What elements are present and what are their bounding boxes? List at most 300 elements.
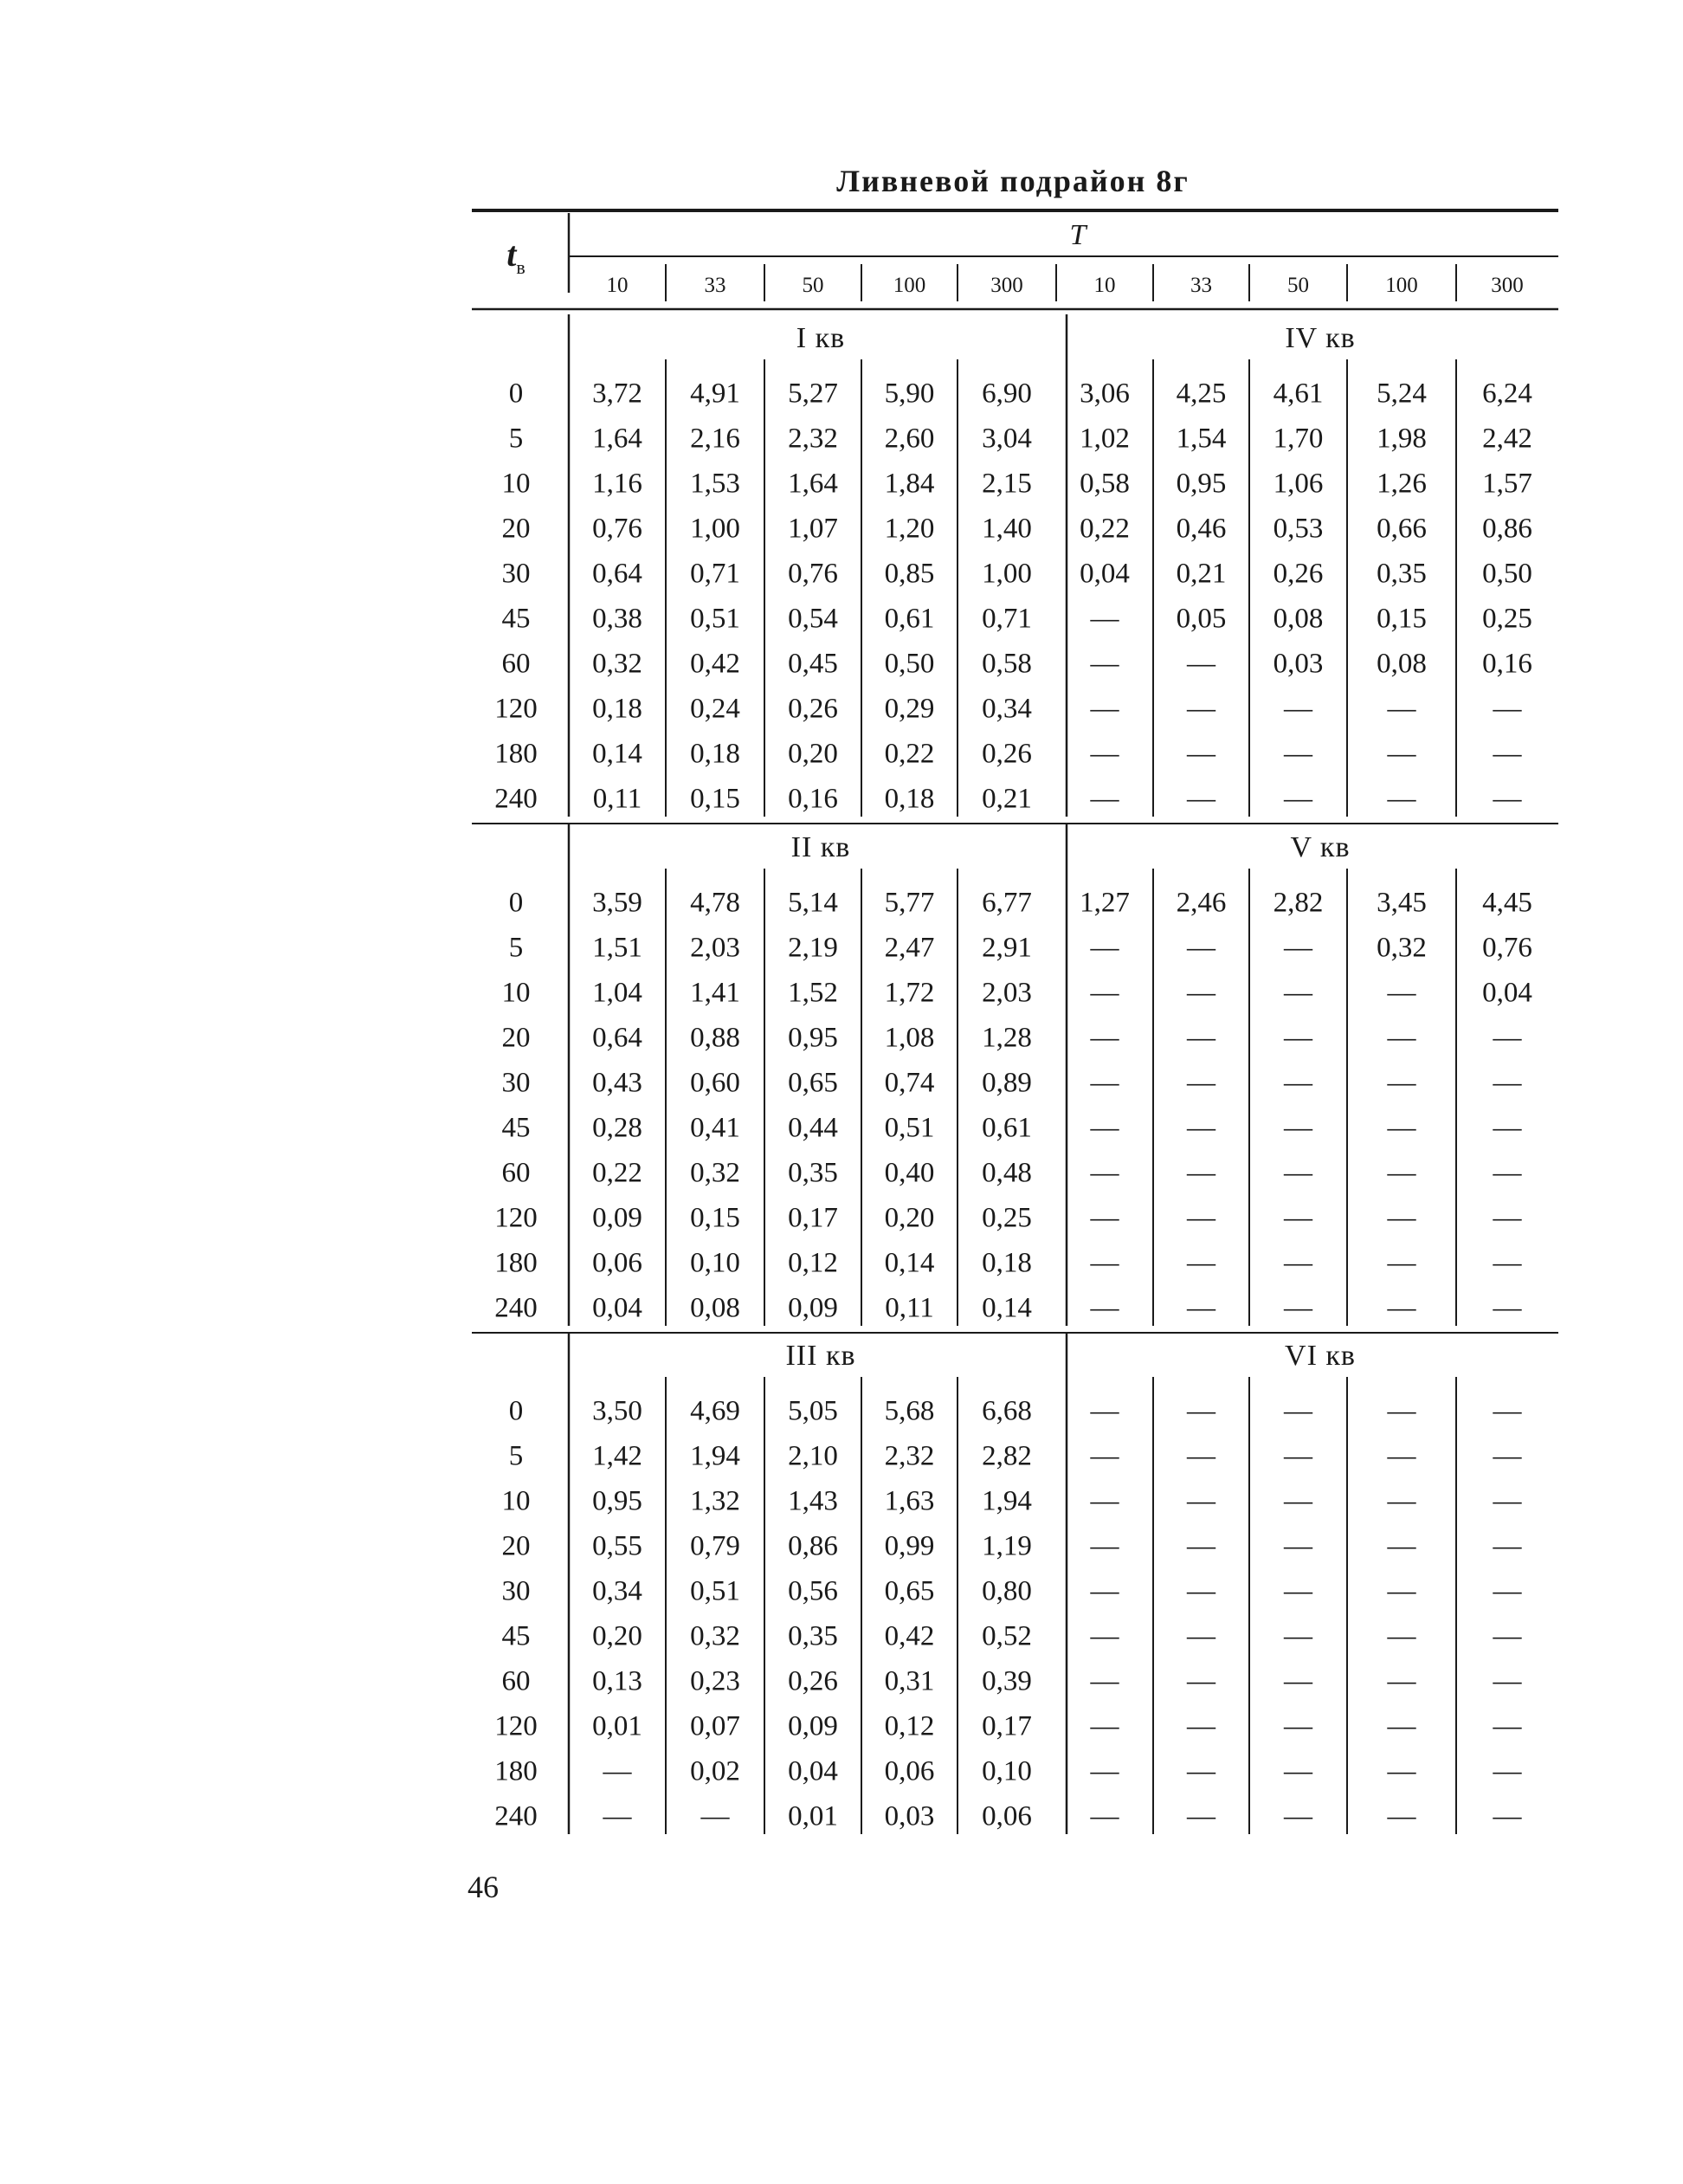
table-cell: —: [1387, 1530, 1416, 1562]
row-tv-value: 30: [501, 1575, 531, 1607]
table-cell: 1,20: [884, 513, 935, 545]
table-cell: 3,50: [592, 1395, 642, 1427]
table-cell: 0,99: [884, 1530, 935, 1562]
table-cell: —: [1493, 1112, 1522, 1144]
table-cell: —: [1090, 1575, 1119, 1607]
table-cell: 2,03: [982, 977, 1032, 1009]
table-cell: 1,00: [982, 558, 1032, 590]
table-cell: 1,51: [592, 932, 642, 964]
table-cell: 0,41: [690, 1112, 740, 1144]
table-cell: —: [1493, 738, 1522, 770]
table-cell: 1,32: [690, 1485, 740, 1517]
table-cell: —: [1284, 1157, 1312, 1189]
table-cell: —: [1284, 738, 1312, 770]
table-cell: 0,76: [1482, 932, 1532, 964]
table-cell: —: [1387, 1665, 1416, 1697]
table-cell: —: [1387, 1395, 1416, 1427]
quarter-label-right: VI кв: [1285, 1340, 1356, 1372]
row-tv-value: 180: [494, 738, 538, 770]
table-cell: 1,52: [788, 977, 838, 1009]
table-cell: —: [1187, 1575, 1216, 1607]
table-cell: —: [1387, 1755, 1416, 1787]
table-cell: 0,09: [788, 1292, 838, 1324]
table-cell: —: [1387, 1440, 1416, 1472]
table-cell: 0,51: [690, 1575, 740, 1607]
table-cell: —: [1284, 1067, 1312, 1099]
table-cell: —: [1493, 1710, 1522, 1742]
table-cell: 0,50: [884, 648, 935, 680]
table-cell: 0,66: [1377, 513, 1427, 545]
table-cell: 1,53: [690, 468, 740, 500]
table-cell: 0,03: [1273, 648, 1324, 680]
table-cell: 0,55: [592, 1530, 642, 1562]
table-cell: 4,25: [1176, 378, 1227, 410]
table-cell: —: [1493, 1530, 1522, 1562]
table-cell: 0,61: [982, 1112, 1032, 1144]
table-cell: —: [1493, 1202, 1522, 1234]
table-cell: —: [1284, 1247, 1312, 1279]
table-cell: 3,59: [592, 887, 642, 919]
table-cell: —: [1284, 1440, 1312, 1472]
row-tv-value: 120: [494, 1202, 538, 1234]
row-tv-value: 10: [501, 977, 531, 1009]
table-cell: 0,64: [592, 1022, 642, 1054]
table-cell: 0,58: [1080, 468, 1130, 500]
row-tv-value: 0: [508, 378, 524, 410]
row-tv-value: 60: [501, 648, 531, 680]
table-cell: —: [1090, 1157, 1119, 1189]
row-tv-value: 5: [508, 423, 524, 455]
table-cell: 3,04: [982, 423, 1032, 455]
table-cell: 0,24: [690, 693, 740, 725]
row-tv-value: 0: [508, 887, 524, 919]
table-cell: 1,00: [690, 513, 740, 545]
table-cell: —: [1187, 738, 1216, 770]
table-cell: 5,14: [788, 887, 838, 919]
table-cell: 4,61: [1273, 378, 1324, 410]
table-cell: —: [700, 1800, 730, 1832]
table-cell: —: [603, 1800, 632, 1832]
table-cell: 0,10: [690, 1247, 740, 1279]
table-cell: 0,52: [982, 1620, 1032, 1652]
table-cell: 1,84: [884, 468, 935, 500]
table-cell: —: [1090, 603, 1119, 635]
table-cell: 0,14: [982, 1292, 1032, 1324]
table-cell: 0,45: [788, 648, 838, 680]
table-cell: 0,14: [884, 1247, 935, 1279]
table-cell: 0,15: [690, 1202, 740, 1234]
table-cell: 0,09: [592, 1202, 642, 1234]
table-cell: 1,04: [592, 977, 642, 1009]
table-cell: 0,13: [592, 1665, 642, 1697]
table-cell: —: [1187, 1022, 1216, 1054]
table-cell: —: [1284, 932, 1312, 964]
table-cell: 1,54: [1176, 423, 1227, 455]
table-cell: 0,07: [690, 1710, 740, 1742]
table-cell: —: [1187, 1292, 1216, 1324]
table-cell: 0,54: [788, 603, 838, 635]
table-cell: 5,24: [1377, 378, 1427, 410]
table-cell: —: [1090, 1292, 1119, 1324]
table-cell: 0,88: [690, 1022, 740, 1054]
table-cell: 0,58: [982, 648, 1032, 680]
table-cell: 0,85: [884, 558, 935, 590]
table-cell: —: [1187, 783, 1216, 815]
table-cell: —: [1090, 1022, 1119, 1054]
table-cell: —: [1493, 1067, 1522, 1099]
table-cell: 3,72: [592, 378, 642, 410]
column-header-300: 300: [1491, 274, 1524, 297]
table-cell: 5,05: [788, 1395, 838, 1427]
table-cell: 1,98: [1377, 423, 1427, 455]
table-cell: 0,18: [884, 783, 935, 815]
table-cell: 0,10: [982, 1755, 1032, 1787]
row-tv-value: 10: [501, 468, 531, 500]
row-tv-value: 180: [494, 1755, 538, 1787]
table-cell: —: [1284, 1485, 1312, 1517]
table-cell: —: [1493, 1395, 1522, 1427]
table-cell: 1,57: [1482, 468, 1532, 500]
table-cell: —: [1187, 977, 1216, 1009]
table-cell: 0,80: [982, 1575, 1032, 1607]
table-cell: 0,08: [1273, 603, 1324, 635]
table-cell: —: [1090, 783, 1119, 815]
table-cell: 0,08: [1377, 648, 1427, 680]
row-tv-value: 240: [494, 1292, 538, 1324]
table-cell: 0,12: [884, 1710, 935, 1742]
table-cell: —: [1387, 1620, 1416, 1652]
table-cell: —: [1187, 1620, 1216, 1652]
table-cell: —: [1187, 693, 1216, 725]
table-cell: —: [1387, 1157, 1416, 1189]
row-tv-value: 45: [501, 603, 531, 635]
table-cell: —: [1187, 1485, 1216, 1517]
row-tv-value: 45: [501, 1620, 531, 1652]
quarter-label-right: IV кв: [1285, 322, 1356, 354]
table-cell: —: [1284, 1395, 1312, 1427]
table-cell: 1,72: [884, 977, 935, 1009]
table-cell: —: [1493, 1292, 1522, 1324]
table-cell: —: [1387, 977, 1416, 1009]
table-cell: 1,19: [982, 1530, 1032, 1562]
table-cell: —: [1493, 693, 1522, 725]
table-cell: —: [1090, 1665, 1119, 1697]
table-cell: 0,35: [788, 1157, 838, 1189]
table-cell: 2,19: [788, 932, 838, 964]
table-cell: 0,21: [982, 783, 1032, 815]
table-cell: 0,71: [690, 558, 740, 590]
table-cell: 2,82: [1273, 887, 1324, 919]
table-cell: 6,24: [1482, 378, 1532, 410]
table-cell: 0,11: [885, 1292, 934, 1324]
table-cell: 3,45: [1377, 887, 1427, 919]
table-cell: 1,64: [788, 468, 838, 500]
table-cell: —: [1284, 1755, 1312, 1787]
table-cell: —: [1493, 1620, 1522, 1652]
table-cell: —: [1187, 1440, 1216, 1472]
table-cell: —: [1284, 977, 1312, 1009]
row-label-subscript: в: [516, 256, 526, 278]
row-tv-value: 60: [501, 1665, 531, 1697]
table-cell: 0,05: [1176, 603, 1227, 635]
table-cell: —: [1187, 1067, 1216, 1099]
table-cell: —: [1493, 1440, 1522, 1472]
table-cell: 1,63: [884, 1485, 935, 1517]
table-cell: 4,45: [1482, 887, 1532, 919]
row-tv-value: 5: [508, 932, 524, 964]
table-cell: 2,60: [884, 423, 935, 455]
table-cell: —: [1284, 1530, 1312, 1562]
table-cell: 1,27: [1080, 887, 1130, 919]
table-cell: 0,95: [788, 1022, 838, 1054]
row-tv-value: 30: [501, 1067, 531, 1099]
table-cell: —: [1387, 1292, 1416, 1324]
table-cell: 0,29: [884, 693, 935, 725]
table-cell: 0,46: [1176, 513, 1227, 545]
column-header-50: 50: [1287, 274, 1309, 297]
table-cell: 0,15: [690, 783, 740, 815]
table-cell: 0,04: [592, 1292, 642, 1324]
table-cell: 0,35: [1377, 558, 1427, 590]
table-cell: 1,41: [690, 977, 740, 1009]
table-cell: 0,38: [592, 603, 642, 635]
table-cell: 5,68: [884, 1395, 935, 1427]
table-cell: 0,15: [1377, 603, 1427, 635]
table-cell: —: [1284, 1800, 1312, 1832]
row-label-header: [506, 234, 526, 279]
row-tv-value: 120: [494, 693, 538, 725]
table-cell: 0,06: [592, 1247, 642, 1279]
table-cell: 2,82: [982, 1440, 1032, 1472]
table-cell: 1,16: [592, 468, 642, 500]
table-cell: —: [1284, 783, 1312, 815]
table-cell: 0,18: [592, 693, 642, 725]
table-cell: —: [1493, 1800, 1522, 1832]
table-cell: —: [1090, 738, 1119, 770]
table-cell: 0,21: [1176, 558, 1227, 590]
row-tv-value: 20: [501, 513, 531, 545]
table-cell: —: [1187, 1710, 1216, 1742]
row-tv-value: 45: [501, 1112, 531, 1144]
table-cell: —: [1187, 1202, 1216, 1234]
table-cell: 0,04: [1482, 977, 1532, 1009]
row-tv-value: 120: [494, 1710, 538, 1742]
table-cell: 0,18: [690, 738, 740, 770]
table-cell: 0,51: [884, 1112, 935, 1144]
table-cell: 0,12: [788, 1247, 838, 1279]
row-tv-value: 240: [494, 783, 538, 815]
column-header-300: 300: [990, 274, 1023, 297]
table-cell: 0,53: [1273, 513, 1324, 545]
table-cell: 0,32: [690, 1620, 740, 1652]
table-cell: 1,02: [1080, 423, 1130, 455]
row-tv-value: 20: [501, 1530, 531, 1562]
quarter-label-left: I кв: [796, 322, 846, 354]
table-cell: 1,40: [982, 513, 1032, 545]
table-cell: 6,68: [982, 1395, 1032, 1427]
table-cell: 0,95: [1176, 468, 1227, 500]
table-cell: 1,07: [788, 513, 838, 545]
table-cell: —: [1387, 1710, 1416, 1742]
table-cell: —: [1284, 1665, 1312, 1697]
table-cell: 5,27: [788, 378, 838, 410]
table-cell: 1,26: [1377, 468, 1427, 500]
table-cell: —: [1387, 1202, 1416, 1234]
table-cell: 0,11: [592, 783, 642, 815]
table-cell: 0,01: [592, 1710, 642, 1742]
table-cell: 1,28: [982, 1022, 1032, 1054]
table-cell: —: [1493, 1247, 1522, 1279]
table-cell: 0,34: [982, 693, 1032, 725]
table-cell: —: [1387, 1067, 1416, 1099]
table-cell: —: [1493, 1485, 1522, 1517]
table-cell: —: [1387, 1575, 1416, 1607]
row-tv-value: 60: [501, 1157, 531, 1189]
table-cell: 0,42: [690, 648, 740, 680]
table-cell: 0,95: [592, 1485, 642, 1517]
column-header-100: 100: [893, 274, 926, 297]
table-cell: 0,61: [884, 603, 935, 635]
table-cell: 0,22: [884, 738, 935, 770]
table-cell: —: [1284, 1620, 1312, 1652]
table-cell: —: [1284, 693, 1312, 725]
table-cell: —: [1284, 1112, 1312, 1144]
table-cell: 0,65: [788, 1067, 838, 1099]
table-cell: 0,32: [690, 1157, 740, 1189]
quarter-label-left: II кв: [790, 831, 851, 863]
table-cell: 0,23: [690, 1665, 740, 1697]
table-cell: —: [1387, 1485, 1416, 1517]
table-cell: 0,42: [884, 1620, 935, 1652]
column-header-10: 10: [1093, 274, 1116, 297]
table-cell: 1,64: [592, 423, 642, 455]
table-cell: —: [1090, 1485, 1119, 1517]
table-cell: 0,16: [1482, 648, 1532, 680]
table-cell: 0,26: [788, 693, 838, 725]
table-cell: 0,32: [1377, 932, 1427, 964]
page-title: Ливневой подрайон 8г: [836, 164, 1190, 198]
table-cell: 0,04: [1080, 558, 1130, 590]
table-cell: 1,06: [1273, 468, 1324, 500]
table-cell: 3,06: [1080, 378, 1130, 410]
table-cell: 0,02: [690, 1755, 740, 1787]
table-cell: 0,71: [982, 603, 1032, 635]
table-cell: 0,04: [788, 1755, 838, 1787]
table-cell: —: [1187, 1530, 1216, 1562]
table-cell: 2,46: [1176, 887, 1227, 919]
table-cell: —: [1090, 1247, 1119, 1279]
table-cell: 2,16: [690, 423, 740, 455]
table-cell: —: [1187, 932, 1216, 964]
table-cell: —: [1387, 693, 1416, 725]
table-cell: —: [1387, 738, 1416, 770]
table-cell: —: [1187, 1112, 1216, 1144]
table-cell: —: [1493, 1755, 1522, 1787]
table-cell: —: [1493, 1157, 1522, 1189]
table-cell: —: [1090, 1395, 1119, 1427]
table-cell: 0,28: [592, 1112, 642, 1144]
quarter-label-right: V кв: [1290, 831, 1351, 863]
table-cell: 1,43: [788, 1485, 838, 1517]
table-cell: —: [1187, 1247, 1216, 1279]
column-header-100: 100: [1385, 274, 1418, 297]
table-cell: 0,03: [884, 1800, 935, 1832]
row-label-symbol: t: [506, 235, 517, 274]
table-cell: 2,42: [1482, 423, 1532, 455]
table-cell: 0,06: [982, 1800, 1032, 1832]
table-cell: 0,86: [788, 1530, 838, 1562]
table-cell: 0,17: [788, 1202, 838, 1234]
table-cell: 0,39: [982, 1665, 1032, 1697]
column-header-50: 50: [802, 274, 824, 297]
table-cell: —: [1090, 1440, 1119, 1472]
table-cell: —: [1187, 1755, 1216, 1787]
table-cell: —: [1493, 1665, 1522, 1697]
table-cell: 0,35: [788, 1620, 838, 1652]
table-cell: 0,43: [592, 1067, 642, 1099]
table-cell: 5,77: [884, 887, 935, 919]
column-header-33: 33: [1190, 274, 1212, 297]
table-cell: 0,65: [884, 1575, 935, 1607]
table-cell: 0,31: [884, 1665, 935, 1697]
table-cell: 1,94: [982, 1485, 1032, 1517]
table-cell: 1,94: [690, 1440, 740, 1472]
row-tv-value: 240: [494, 1800, 538, 1832]
table-cell: 0,20: [788, 738, 838, 770]
table-cell: 1,70: [1273, 423, 1324, 455]
table-cell: —: [1284, 1292, 1312, 1324]
table-cell: 6,77: [982, 887, 1032, 919]
table-cell: —: [1187, 1665, 1216, 1697]
table-cell: 0,22: [592, 1157, 642, 1189]
table-cell: 0,44: [788, 1112, 838, 1144]
table-cell: 0,76: [592, 513, 642, 545]
row-tv-value: 20: [501, 1022, 531, 1054]
table-cell: 0,48: [982, 1157, 1032, 1189]
table-cell: —: [1090, 648, 1119, 680]
table-cell: 0,74: [884, 1067, 935, 1099]
table-cell: —: [1493, 1575, 1522, 1607]
table-cell: —: [1090, 1710, 1119, 1742]
table-cell: 2,10: [788, 1440, 838, 1472]
row-tv-value: 5: [508, 1440, 524, 1472]
table-cell: 0,08: [690, 1292, 740, 1324]
table-cell: 0,51: [690, 603, 740, 635]
row-tv-value: 10: [501, 1485, 531, 1517]
table-cell: 0,22: [1080, 513, 1130, 545]
table-cell: —: [1090, 1112, 1119, 1144]
table-cell: 0,40: [884, 1157, 935, 1189]
quarter-label-left: III кв: [785, 1340, 856, 1372]
table-cell: 6,90: [982, 378, 1032, 410]
table-cell: —: [1090, 1067, 1119, 1099]
table-cell: 0,16: [788, 783, 838, 815]
table-cell: 2,91: [982, 932, 1032, 964]
column-header-10: 10: [606, 274, 629, 297]
table-cell: —: [1387, 783, 1416, 815]
table-cell: —: [603, 1755, 632, 1787]
table-cell: —: [1387, 1022, 1416, 1054]
table-cell: 0,20: [884, 1202, 935, 1234]
table-cell: 0,34: [592, 1575, 642, 1607]
row-tv-value: 0: [508, 1395, 524, 1427]
table-cell: 0,01: [788, 1800, 838, 1832]
column-header-33: 33: [704, 274, 726, 297]
table-cell: 0,76: [788, 558, 838, 590]
table-cell: —: [1284, 1710, 1312, 1742]
table-cell: —: [1387, 1247, 1416, 1279]
table-cell: 0,18: [982, 1247, 1032, 1279]
